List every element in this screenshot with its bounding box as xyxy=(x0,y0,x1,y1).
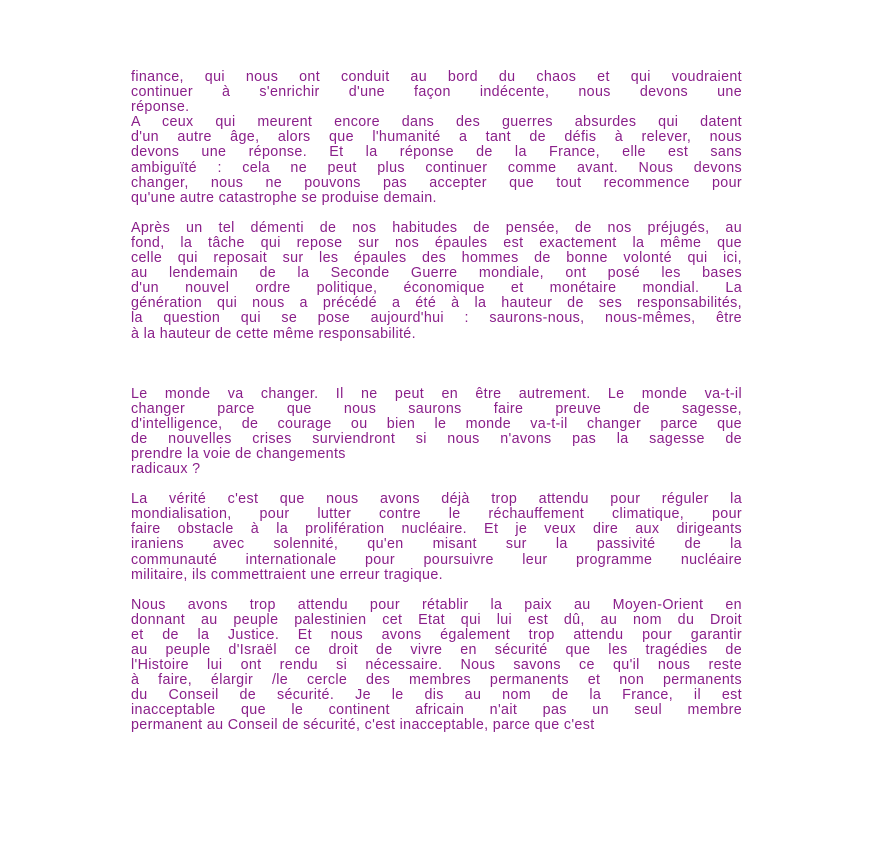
text-line: la question qui se pose aujourd'hui : saurons-nous, nous-mêmes, être xyxy=(131,310,742,327)
text-line: finance, qui nous ont conduit au bord du chaos et qui voudraient xyxy=(131,69,742,85)
paragraph-spacer xyxy=(131,342,742,387)
text-line: au lendemain de la Seconde Guerre mondiale, ont posé les bases xyxy=(131,265,742,282)
paragraph-5 xyxy=(131,598,742,734)
text-column xyxy=(131,70,742,734)
text-line: changer parce que nous saurons faire preuve de sagesse, xyxy=(131,400,742,417)
text-line: donnant au peuple palestinien cet Etat qui lui est dû, au nom du Droit xyxy=(131,611,742,628)
text-line: Le monde va changer. Il ne peut en être autrement. Le monde va-t-il xyxy=(131,385,742,402)
text-line: La vérité c'est que nous avons déjà trop attendu pour réguler la xyxy=(131,491,742,508)
text-line: permanent au Conseil de sécurité, c'est inacceptable, parce que c'est xyxy=(131,717,595,734)
text-line: du Conseil de sécurité. Je le dis au nom de la France, il est xyxy=(131,687,742,704)
text-line: changer, nous ne pouvons pas accepter que tout recommence pour xyxy=(131,174,742,191)
paragraph-3 xyxy=(131,387,742,478)
text-line: d'intelligence, de courage ou bien le monde va-t-il changer parce que xyxy=(131,415,742,432)
text-line: devons une réponse. Et la réponse de la France, elle est sans xyxy=(131,144,742,161)
text-line: fond, la tâche qui repose sur nos épaules est exactement la même que xyxy=(131,234,742,251)
text-line: d'un autre âge, alors que l'humanité a tant de défis à relever, nous xyxy=(131,129,742,146)
text-line: au peuple d'Israël ce droit de vivre en sécurité que les tragédies de xyxy=(131,642,742,658)
text-line: ambiguïté : cela ne peut plus continuer comme avant. Nous devons xyxy=(131,159,742,176)
text-line: qu'une autre catastrophe se produise demain. xyxy=(131,189,437,206)
paragraph-spacer xyxy=(131,477,742,492)
text-line: celle qui reposait sur les épaules des hommes de bonne volonté qui ici, xyxy=(131,250,742,267)
text-line: Après un tel démenti de nos habitudes de pensée, de nos préjugés, au xyxy=(131,219,742,236)
paragraph-1 xyxy=(131,70,742,206)
text-line: Nous avons trop attendu pour rétablir la paix au Moyen-Orient en xyxy=(131,596,742,613)
text-line: faire obstacle à la prolifération nucléaire. Et je veux dire aux dirigeants xyxy=(131,521,742,538)
text-line: prendre la voie de changements xyxy=(131,445,346,462)
text-line: inacceptable que le continent africain n'ait pas un seul membre xyxy=(131,702,742,719)
text-line: militaire, ils commettraient une erreur tragique. xyxy=(131,566,443,583)
text-line: et de la Justice. Et nous avons également trop attendu pour garantir xyxy=(131,626,742,643)
text-line: communauté internationale pour poursuivre leur programme nucléaire xyxy=(131,551,742,568)
text-line: mondialisation, pour lutter contre le réchauffement climatique, pour xyxy=(131,506,742,523)
paragraph-spacer xyxy=(131,583,742,598)
text-line: à faire, élargir /le cercle des membres permanents et non permanents xyxy=(131,672,742,689)
text-line: à la hauteur de cette même responsabilité. xyxy=(131,325,416,342)
text-line: l'Histoire lui ont rendu si nécessaire. Nous savons ce qu'il nous reste xyxy=(131,657,742,674)
paragraph-2 xyxy=(131,221,742,342)
paragraph-spacer xyxy=(131,206,742,221)
text-line: radicaux ? xyxy=(131,461,201,478)
text-line: de nouvelles crises surviendront si nous n'avons pas la sagesse de xyxy=(131,430,742,447)
text-line: continuer à s'enrichir d'une façon indécente, nous devons une xyxy=(131,84,742,101)
text-line: A ceux qui meurent encore dans des guerres absurdes qui datent xyxy=(131,114,742,131)
text-line: d'un nouvel ordre politique, économique et monétaire mondial. La xyxy=(131,280,742,297)
paragraph-4 xyxy=(131,492,742,583)
text-line: iraniens avec solennité, qu'en misant sur la passivité de la xyxy=(131,536,742,553)
text-line: génération qui nous a précédé a été à la hauteur de ses responsabilités, xyxy=(131,295,742,312)
text-line: réponse. xyxy=(131,99,190,116)
